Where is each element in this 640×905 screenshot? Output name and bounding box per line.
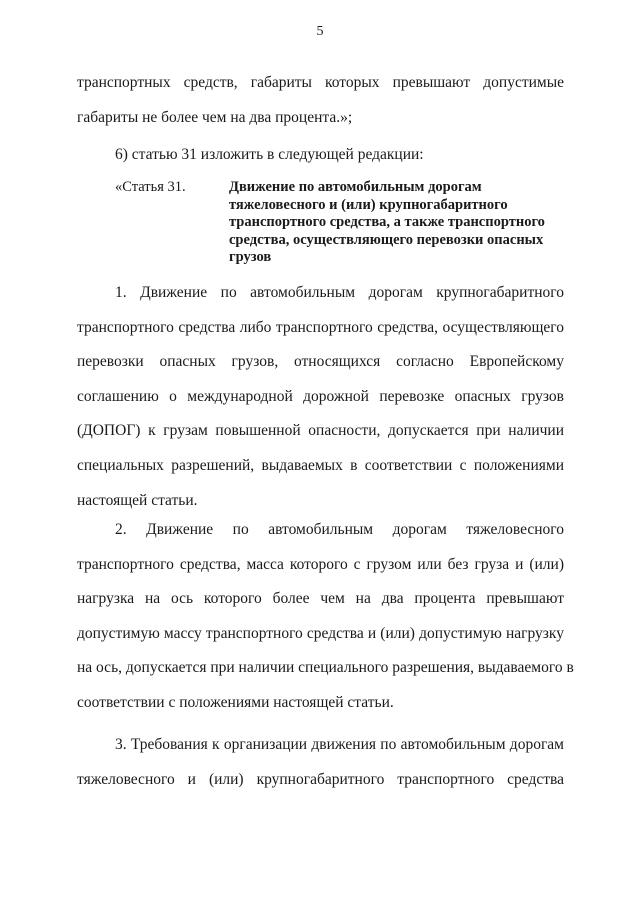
article-heading — [115, 179, 575, 267]
text-line: транспортных средств, габариты которых превышают допустимые — [77, 74, 564, 91]
text-line: тяжеловесного и (или) крупногабаритного транспортного средства — [77, 770, 564, 788]
text-line: соответствии с положениями настоящей статьи. — [77, 693, 394, 711]
text-line: допустимую массу транспортного средства и (или) допустимую нагрузку — [77, 624, 564, 642]
page-number: 5 — [316, 24, 324, 39]
text-line: габариты не более чем на два процента.»; — [77, 108, 353, 126]
text-line: специальных разрешений, выдаваемых в соответствии с положениями — [77, 456, 564, 474]
text-line: настоящей статьи. — [77, 491, 198, 509]
item-six — [77, 138, 564, 173]
text-line: 3. Требования к организации движения по автомобильным дорогам — [115, 736, 564, 753]
text-line: перевозки опасных грузов, относящихся согласно Европейскому — [77, 353, 564, 371]
text-line: 6) статью 31 изложить в следующей редакции: — [115, 146, 424, 163]
paragraph-1 — [77, 276, 564, 518]
paragraph-3 — [77, 728, 564, 797]
text-line: транспортного средства, масса которого с грузом или без груза и (или) — [77, 555, 564, 573]
text-line: 2. Движение по автомобильным дорогам тяжеловесного — [115, 521, 564, 538]
text-line: нагрузка на ось которого более чем на два процента превышают — [77, 590, 564, 608]
intro-paragraph — [77, 66, 564, 135]
text-line: (ДОПОГ) к грузам повышенной опасности, допускается при наличии — [77, 422, 564, 440]
text-line: транспортного средства либо транспортного средства, осуществляющего — [77, 318, 564, 336]
paragraph-2 — [77, 513, 574, 721]
text-line: 1. Движение по автомобильным дорогам крупногабаритного — [115, 284, 564, 301]
text-line: на ось, допускается при наличии специального разрешения, выдаваемого в — [77, 659, 574, 677]
text-line: соглашению о международной дорожной перевозке опасных грузов — [77, 387, 564, 405]
article-number: «Статья 31. — [115, 179, 186, 195]
article-title: Движение по автомобильным дорогам тяжеловесного и (или) крупногабаритного транспортного средства, а также транспортного средства, осуществляющего перевозки опасных грузов — [229, 179, 545, 265]
